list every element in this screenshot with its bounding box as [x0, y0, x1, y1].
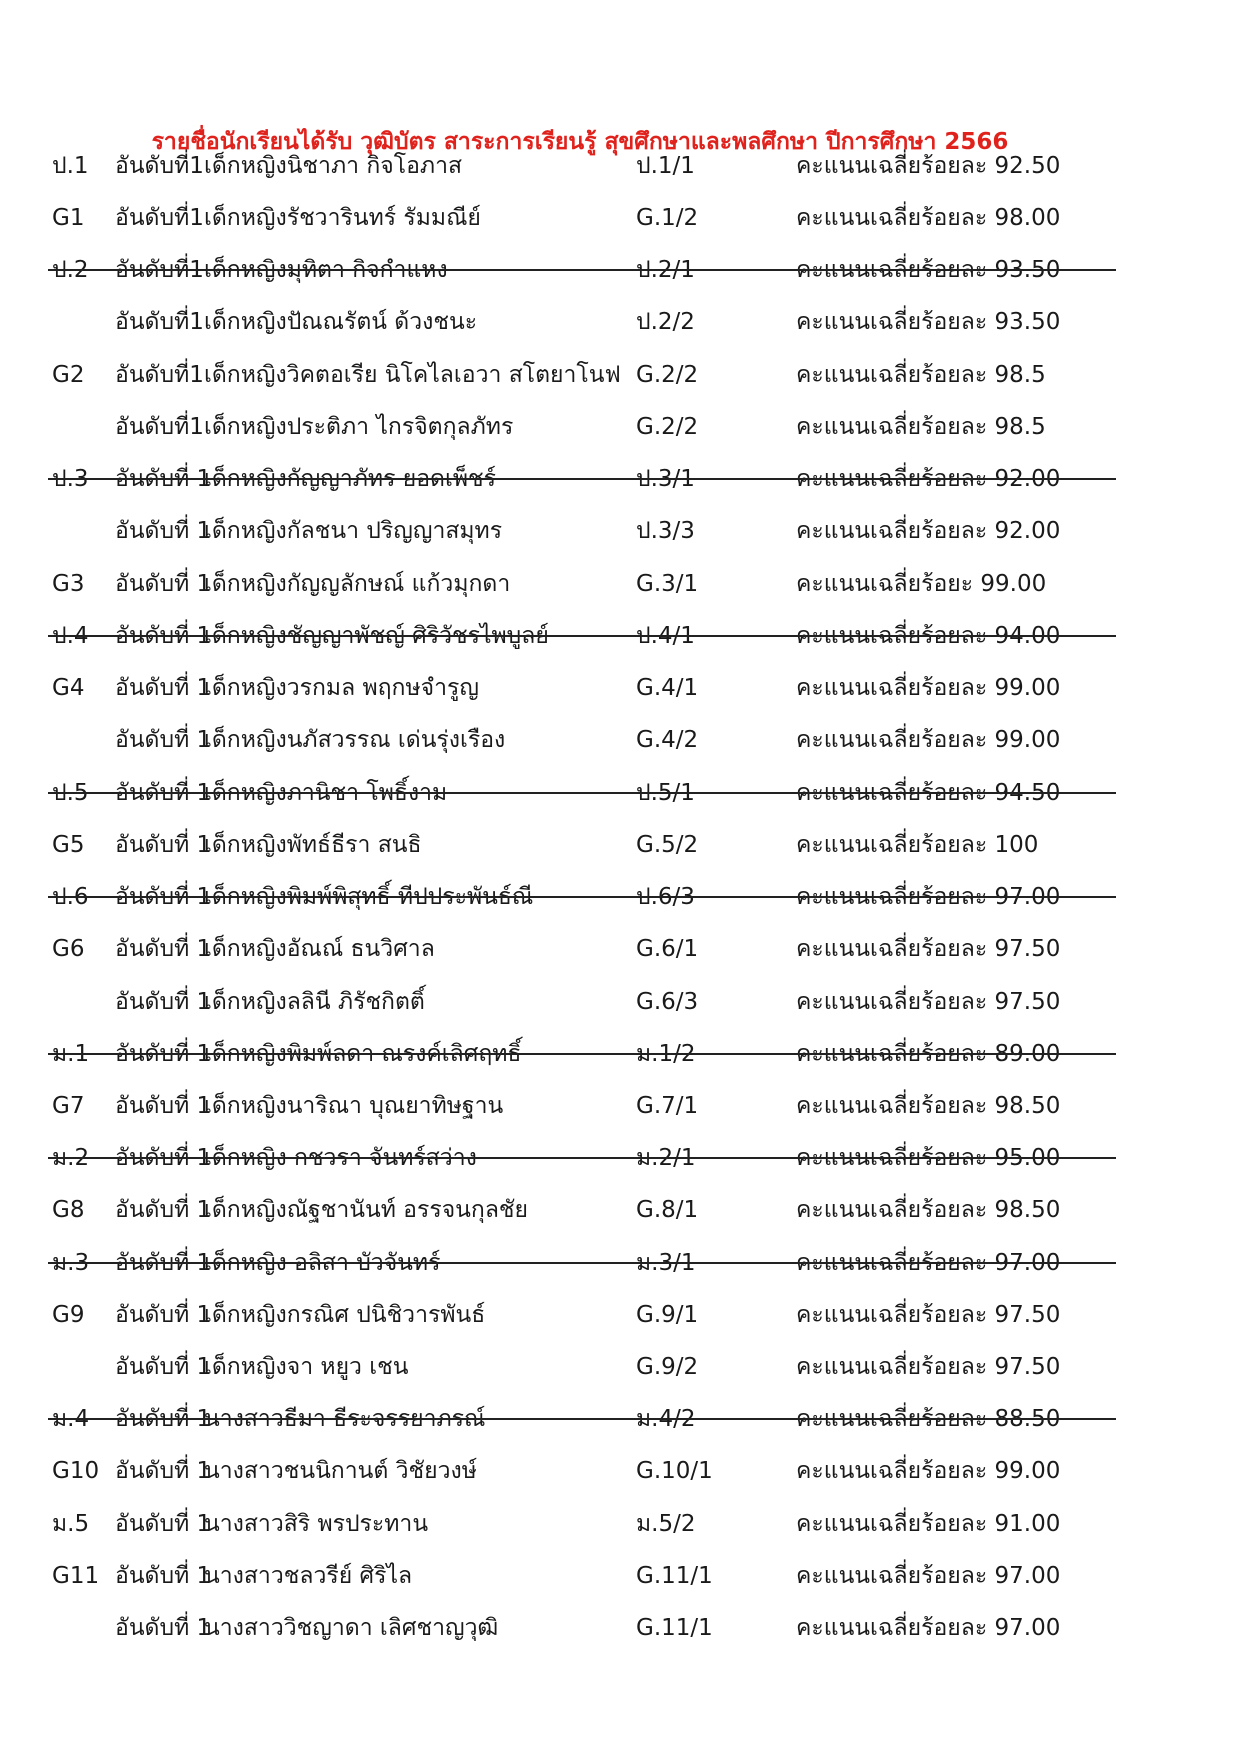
- score-text: คะแนนเฉลี่ยร้อยละ 98.5: [796, 414, 1046, 440]
- rank-label: อันดับที่ 1: [115, 1302, 212, 1328]
- score-text: คะแนนเฉลี่ยร้อยละ 98.5: [796, 362, 1046, 388]
- section-divider: [48, 635, 1116, 637]
- section-divider: [48, 478, 1116, 480]
- section-divider: [48, 1053, 1116, 1055]
- student-name: เด็กหญิงพิมพ์ลดา ณรงค์เลิศฤทธิ์: [204, 1041, 522, 1067]
- score-text: คะแนนเฉลี่ยร้อยละ 89.00: [796, 1041, 1061, 1067]
- list-item: [0, 1289, 1241, 1341]
- class-label: ป.3/1: [636, 466, 695, 492]
- student-name: เด็กหญิงนภัสวรรณ เด่นรุ่งเรือง: [204, 727, 506, 753]
- class-label: G.5/2: [636, 832, 699, 858]
- grade-label: G1: [52, 205, 85, 231]
- score-text: คะแนนเฉลี่ยร้อยละ 92.50: [796, 153, 1061, 179]
- section-divider: [48, 792, 1116, 794]
- list-item: [0, 1184, 1241, 1236]
- score-text: คะแนนเฉลี่ยร้อยละ 97.00: [796, 1250, 1061, 1276]
- grade-label: G11: [52, 1563, 100, 1589]
- score-text: คะแนนเฉลี่ยร้อยละ 98.50: [796, 1197, 1061, 1223]
- rank-label: อันดับที่ 1: [115, 1197, 212, 1223]
- section-divider: [48, 1418, 1116, 1420]
- class-label: ม.3/1: [636, 1250, 696, 1276]
- score-text: คะแนนเฉลี่ยร้อยละ 97.50: [796, 1354, 1061, 1380]
- class-label: ม.1/2: [636, 1041, 696, 1067]
- student-name: เด็กหญิงชัญญาพัชญ์ ศิริวัชรไพบูลย์: [204, 623, 549, 649]
- grade-label: ป.2: [52, 257, 89, 283]
- score-text: คะแนนเฉลี่ยร้อยละ 100: [796, 832, 1039, 858]
- student-name: เด็กหญิงกรณิศ ปนิชิวารพันธ์: [204, 1302, 486, 1328]
- rank-label: อันดับที่ 1: [115, 1093, 212, 1119]
- class-label: ม.2/1: [636, 1145, 696, 1171]
- student-name: เด็กหญิงกัญญลักษณ์ แก้วมุกดา: [204, 571, 511, 597]
- list-item: [0, 296, 1241, 348]
- rank-label: อันดับที่1: [115, 414, 204, 440]
- rank-label: อันดับที่ 1: [115, 1145, 212, 1171]
- rank-label: อันดับที่1: [115, 153, 204, 179]
- list-item: [0, 1341, 1241, 1393]
- grade-label: G5: [52, 832, 85, 858]
- rank-label: อันดับที่ 1: [115, 884, 212, 910]
- list-item: [0, 976, 1241, 1028]
- rank-label: อันดับที่ 1: [115, 1511, 212, 1537]
- list-item: [0, 1080, 1241, 1132]
- section-divider: [48, 1157, 1116, 1159]
- score-text: คะแนนเฉลี่ยร้อยละ 95.00: [796, 1145, 1061, 1171]
- score-text: คะแนนเฉลี่ยร้อยละ 97.50: [796, 989, 1061, 1015]
- student-name: เด็กหญิงพิมพ์พิสุทธิ์ ทีปประพันธ์ณี: [204, 884, 534, 910]
- section-divider: [48, 1262, 1116, 1264]
- student-name: นางสาวสิริ พรประทาน: [204, 1511, 429, 1537]
- class-label: G.2/2: [636, 414, 699, 440]
- student-name: เด็กหญิงนิชาภา กิจโอภาส: [204, 153, 463, 179]
- class-label: G.11/1: [636, 1563, 713, 1589]
- section-divider: [48, 269, 1116, 271]
- list-item: [0, 662, 1241, 714]
- list-item: [0, 1550, 1241, 1602]
- class-label: ป.4/1: [636, 623, 695, 649]
- score-text: คะแนนเฉลี่ยร้อยละ 97.50: [796, 1302, 1061, 1328]
- score-text: คะแนนเฉลี่ยร้อยละ 99.00: [796, 675, 1061, 701]
- score-text: คะแนนเฉลี่ยร้อยละ 97.00: [796, 1615, 1061, 1641]
- list-item: [0, 558, 1241, 610]
- list-item: [0, 714, 1241, 766]
- rank-label: อันดับที่ 1: [115, 727, 212, 753]
- score-text: คะแนนเฉลี่ยร้อยละ 93.50: [796, 309, 1061, 335]
- student-name: เด็กหญิงพัทธ์ธีรา สนธิ: [204, 832, 422, 858]
- grade-label: ป.3: [52, 466, 89, 492]
- student-name: เด็กหญิง อลิสา บัวจันทร์: [204, 1250, 441, 1276]
- rank-label: อันดับที่ 1: [115, 989, 212, 1015]
- student-name: เด็กหญิงวิคตอเรีย นิโคไลเอวา สโตยาโนฟ: [204, 362, 621, 388]
- grade-label: ม.4: [52, 1406, 90, 1432]
- grade-label: ม.1: [52, 1041, 90, 1067]
- class-label: ป.6/3: [636, 884, 695, 910]
- rank-label: อันดับที่ 1: [115, 675, 212, 701]
- score-text: คะแนนเฉลี่ยร้อยละ 93.50: [796, 257, 1061, 283]
- score-text: คะแนนเฉลี่ยร้อยละ 91.00: [796, 1511, 1061, 1537]
- rank-label: อันดับที่ 1: [115, 1250, 212, 1276]
- score-text: คะแนนเฉลี่ยร้อยละ 99.00: [796, 727, 1061, 753]
- rank-label: อันดับที่ 1: [115, 832, 212, 858]
- grade-label: ป.4: [52, 623, 89, 649]
- class-label: G.6/3: [636, 989, 699, 1015]
- score-text: คะแนนเฉลี่ยร้อยละ 94.00: [796, 623, 1061, 649]
- student-name: เด็กหญิงนาริณา บุณยาทิษฐาน: [204, 1093, 504, 1119]
- grade-label: G3: [52, 571, 85, 597]
- student-name: เด็กหญิงประติภา ไกรจิตกุลภัทร: [204, 414, 514, 440]
- class-label: ป.5/1: [636, 780, 695, 806]
- rank-label: อันดับที่1: [115, 205, 204, 231]
- list-item: [0, 819, 1241, 871]
- list-item: [0, 923, 1241, 975]
- grade-label: ม.3: [52, 1250, 90, 1276]
- student-name: เด็กหญิงจา หยูว เชน: [204, 1354, 409, 1380]
- student-name: เด็กหญิงวรกมล พฤกษจำรูญ: [204, 675, 479, 701]
- student-name: เด็กหญิงภานิชา โพธิ์งาม: [204, 780, 448, 806]
- class-label: ม.5/2: [636, 1511, 696, 1537]
- grade-label: G8: [52, 1197, 85, 1223]
- class-label: ป.2/2: [636, 309, 695, 335]
- score-text: คะแนนเฉลี่ยร้อยละ 98.50: [796, 1093, 1061, 1119]
- class-label: G.1/2: [636, 205, 699, 231]
- score-text: คะแนนเฉลี่ยร้อยละ 92.00: [796, 518, 1061, 544]
- rank-label: อันดับที่1: [115, 309, 204, 335]
- class-label: G.9/2: [636, 1354, 699, 1380]
- rank-label: อันดับที่ 1: [115, 1041, 212, 1067]
- class-label: G.6/1: [636, 936, 699, 962]
- student-name: เด็กหญิงปัณณรัตน์ ด้วงชนะ: [204, 309, 478, 335]
- rank-label: อันดับที่1: [115, 257, 204, 283]
- list-item: [0, 505, 1241, 557]
- rank-label: อันดับที่1: [115, 362, 204, 388]
- grade-label: G7: [52, 1093, 85, 1119]
- student-name: เด็กหญิงลลินี ภิรัชกิตติ์: [204, 989, 425, 1015]
- grade-label: ม.2: [52, 1145, 90, 1171]
- class-label: G.4/2: [636, 727, 699, 753]
- class-label: G.7/1: [636, 1093, 699, 1119]
- score-text: คะแนนเฉลี่ยร้อยละ 94.50: [796, 780, 1061, 806]
- student-name: นางสาวชลวรีย์ ศิริไล: [204, 1563, 413, 1589]
- student-name: เด็กหญิง กชวรา จันทร์สว่าง: [204, 1145, 477, 1171]
- grade-label: ป.1: [52, 153, 89, 179]
- grade-label: ม.5: [52, 1511, 90, 1537]
- class-label: G.2/2: [636, 362, 699, 388]
- grade-label: G2: [52, 362, 85, 388]
- rank-label: อันดับที่ 1: [115, 936, 212, 962]
- grade-label: ป.6: [52, 884, 89, 910]
- grade-label: G4: [52, 675, 85, 701]
- list-item: [0, 349, 1241, 401]
- score-text: คะแนนเฉลี่ยร้อยละ 98.00: [796, 205, 1061, 231]
- score-text: คะแนนเฉลี่ยร้อยละ 92.00: [796, 466, 1061, 492]
- grade-label: G9: [52, 1302, 85, 1328]
- class-label: G.10/1: [636, 1458, 713, 1484]
- rank-label: อันดับที่ 1: [115, 571, 212, 597]
- page-title: รายชื่อนักเรียนได้รับ วุฒิบัตร สาระการเรียนรู้ สุขศึกษาและพลศึกษา ปีการศึกษา 2566: [151, 129, 1009, 155]
- rank-label: อันดับที่ 1: [115, 466, 212, 492]
- class-label: G.3/1: [636, 571, 699, 597]
- rank-label: อันดับที่ 1: [115, 1458, 212, 1484]
- student-name: เด็กหญิงณัฐชานันท์ อรรจนกุลชัย: [204, 1197, 529, 1223]
- rank-label: อันดับที่ 1: [115, 518, 212, 544]
- class-label: G.8/1: [636, 1197, 699, 1223]
- list-item: [0, 1445, 1241, 1497]
- grade-label: G10: [52, 1458, 100, 1484]
- student-name: นางสาววิชญาดา เลิศชาญวุฒิ: [204, 1615, 499, 1641]
- score-text: คะแนนเฉลี่ยร้อยละ 88.50: [796, 1406, 1061, 1432]
- student-name: นางสาวธีมา ธีระจรรยาภรณ์: [204, 1406, 486, 1432]
- list-item: [0, 1602, 1241, 1654]
- grade-label: G6: [52, 936, 85, 962]
- list-item: [0, 1498, 1241, 1550]
- student-name: เด็กหญิงกัญญาภัทร ยอดเพ็ชร์: [204, 466, 496, 492]
- student-name: เด็กหญิงกัลชนา ปริญญาสมุทร: [204, 518, 503, 544]
- rank-label: อันดับที่ 1: [115, 780, 212, 806]
- class-label: ม.4/2: [636, 1406, 696, 1432]
- class-label: ป.3/3: [636, 518, 695, 544]
- class-label: G.9/1: [636, 1302, 699, 1328]
- score-text: คะแนนเฉลี่ยร้อยละ 97.00: [796, 884, 1061, 910]
- student-name: นางสาวชนนิกานต์ วิชัยวงษ์: [204, 1458, 477, 1484]
- rank-label: อันดับที่ 1: [115, 1615, 212, 1641]
- grade-label: ป.5: [52, 780, 89, 806]
- student-name: เด็กหญิงมุทิตา กิจกำแหง: [204, 257, 448, 283]
- student-name: เด็กหญิงรัชวารินทร์ รัมมณีย์: [204, 205, 481, 231]
- class-label: ป.1/1: [636, 153, 695, 179]
- class-label: ป.2/1: [636, 257, 695, 283]
- student-name: เด็กหญิงอัณณ์ ธนวิศาล: [204, 936, 435, 962]
- rank-label: อันดับที่ 1: [115, 1354, 212, 1380]
- class-label: G.4/1: [636, 675, 699, 701]
- list-item: [0, 401, 1241, 453]
- score-text: คะแนนเฉลี่ยร้อยละ 97.00: [796, 1563, 1061, 1589]
- score-text: คะแนนเฉลี่ยร้อยละ 97.50: [796, 936, 1061, 962]
- class-label: G.11/1: [636, 1615, 713, 1641]
- score-text: คะแนนเฉลี่ยร้อยะ 99.00: [796, 571, 1047, 597]
- list-item: [0, 192, 1241, 244]
- list-item: [0, 140, 1241, 192]
- score-text: คะแนนเฉลี่ยร้อยละ 99.00: [796, 1458, 1061, 1484]
- rank-label: อันดับที่ 1: [115, 1406, 212, 1432]
- rank-label: อันดับที่ 1: [115, 623, 212, 649]
- rank-label: อันดับที่ 1: [115, 1563, 212, 1589]
- section-divider: [48, 896, 1116, 898]
